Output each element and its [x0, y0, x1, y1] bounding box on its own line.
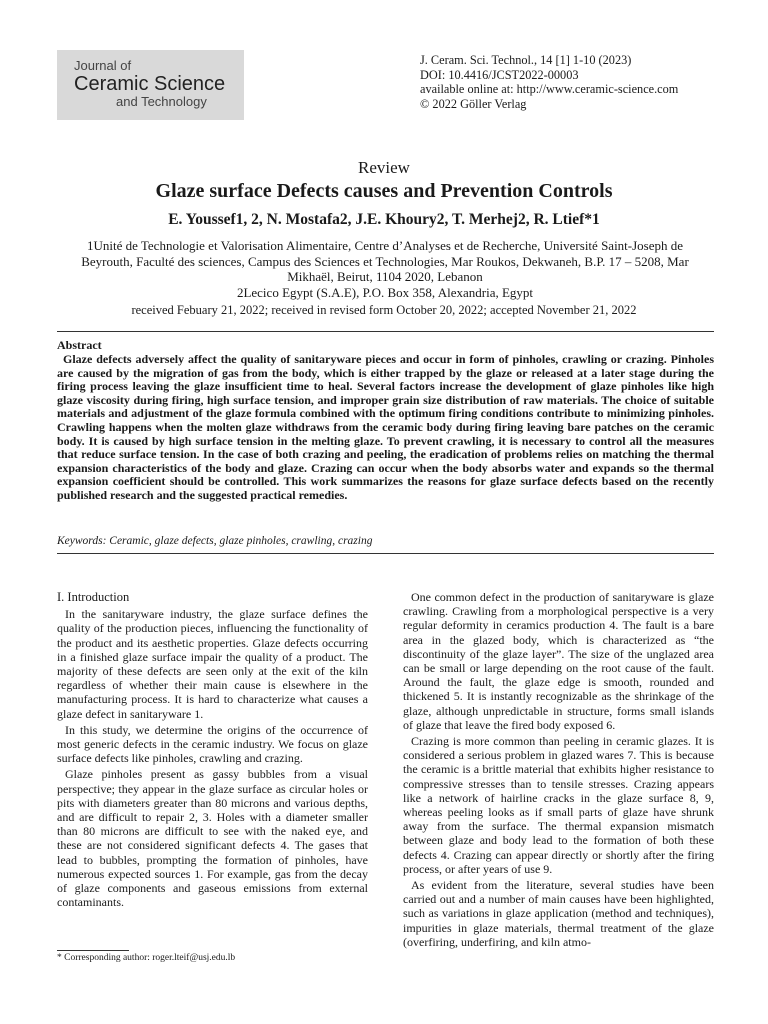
- right-column: [403, 590, 714, 951]
- copyright: © 2022 Göller Verlag: [420, 96, 527, 111]
- paragraph: As evident from the literature, several studies have been carried out and a number of main causes have been highlighted, such as variations in glaze application (method and techniques), impurities in glaze materials, thermal treatment of the glaze (overfiring, underfiring, and kiln atmo-: [403, 878, 714, 949]
- article-title: Glaze surface Defects causes and Prevention Controls: [155, 180, 613, 202]
- rule-top: [57, 331, 714, 332]
- footnote: * Corresponding author: roger.lteif@usj.edu.lb: [57, 953, 236, 963]
- paragraph: In this study, we determine the origins of the occurrence of most generic defects in the ceramic industry. We focus on glaze surface defects like pinholes, crawling and crazing.: [57, 722, 368, 766]
- logo-line-3: and Technology: [116, 94, 207, 109]
- authors: E. Youssef1, 2, N. Mostafa2, J.E. Khoury2, T. Merhej2, R. Ltief*1: [168, 211, 600, 228]
- paragraph: One common defect in the production of sanitaryware is glaze crawling. Crawling from a morphological perspective is a very regular deformity in ceramics production 4. The fault is a bare area in the glazed body, which is characterized as “the discontinuity of the glaze layer”. The size of the unglazed area can be small or large depending on the root cause of the fault. Around the fault, the glaze edge is smooth, rounded and thickened 5. It is instantly recognizable as the shrinkage of the glaze, although unpredictable in structure, forms small islands of glaze that leave the fired body exposed 6.: [403, 590, 714, 732]
- citation-block: [420, 53, 678, 111]
- rule-bottom: [57, 553, 714, 554]
- doi: DOI: 10.4416/JCST2022-00003: [420, 67, 579, 82]
- abstract-text: Glaze defects adversely affect the quality of sanitaryware pieces and occur in form of pinholes, crawling or crazing. Pinholes are caused by the migration of gas from the body, which is either trapped by the glaze or released at a later stage during the firing process leaving the glaze insufficient time to heal. Several factors increase the development of glaze pinholes like high glaze viscosity during firing, high surface tension, and improper grain size distribution of raw materials. The choice of suitable materials and adjustment of the glaze formula combined with the optimum firing conditions contribute to minimizing pinholes. Crawling happens when the molten glaze withdraws from the ceramic body during firing leaving bare patches on the ceramic body. It is caused by high surface tension in the melting glaze. To prevent crawling, it is necessary to control all the measures that reduce surface tension. In the case of both crazing and peeling, the eradication of problems relies on matching the thermal expansion characteristics of the body and glaze. Crazing can occur when the body absorbs water and expands so the thermal expansion coefficient should be controlled. This work summarizes the reasons for glaze surface defects based on the recently published research and the suggested practical remedies.: [57, 352, 714, 502]
- online-link: available online at: http://www.ceramic-science.com: [420, 82, 679, 96]
- affiliations: [60, 238, 710, 300]
- affiliation-1: 1Unité de Technologie et Valorisation Alimentaire, Centre d’Analyses et de Recherche, Université Saint-Joseph de Beyrouth, Faculté des sciences, Campus des Sciences et Technologies, Mar Roukos, Dekwaneh, B.P. 17 – 5208, Mar Mikhaël, Beirut, 1104 2020, Lebanon: [81, 238, 689, 284]
- received-dates: received Febuary 21, 2022; received in revised form October 20, 2022; accepted November 21, 2022: [131, 303, 637, 317]
- keywords: Keywords: Ceramic, glaze defects, glaze pinholes, crawling, crazing: [57, 535, 373, 547]
- citation: J. Ceram. Sci. Technol., 14 [1] 1-10 (2023): [420, 53, 632, 67]
- logo-line-1: Journal of: [74, 58, 132, 73]
- abstract-heading: Abstract: [57, 338, 102, 352]
- footnote-rule: [57, 950, 129, 951]
- affiliation-2: 2Lecico Egypt (S.A.E), P.O. Box 358, Alexandria, Egypt: [236, 284, 534, 300]
- article-type: Review: [358, 158, 410, 177]
- paragraph: Glaze pinholes present as gassy bubbles from a visual perspective; they appear in the glaze surface as circular holes or pits with diameters greater than 80 microns and various depths, and are difficult to repair 2, 3. Holes with a diameter smaller than 80 microns are difficult to see with the naked eye, and these are not considered significant defects 4. The gases that lead to bubbles, prompting the formation of pinholes, have numerous expected sources 1. For example, gas from the decay of glaze components and gaseous emissions from external contaminants.: [57, 767, 368, 910]
- paragraph: In the sanitaryware industry, the glaze surface defines the quality of the production pieces, influencing the functionality of the product and its aesthetic properties. Glaze defects occurring in a finished glaze surface impair the quality of a product. The majority of these defects are seen only at the exit of the kiln regardless of whether their main cause is elsewhere in the manufacturing process. It is hard to characterize what causes a glaze defect in sanitaryware 1.: [57, 607, 368, 721]
- left-column: [57, 590, 368, 911]
- section-heading: I. Introduction: [57, 590, 130, 604]
- logo-line-2: Ceramic Science: [74, 73, 226, 95]
- paragraph: Crazing is more common than peeling in ceramic glazes. It is considered a serious problem in glazed wares 7. This is because the ceramic is a brittle material that exhibits higher resistance to compressive stresses than to tensile stresses. Crazing appears like a network of hairline cracks in the glaze surface 8, 9, whereas peeling looks as if small parts of glaze have shrunk away from the surface. The thermal expansion mismatch between glaze and body lead to the formation of both these defects 4. Crazing can appear directly or shortly after the firing process, or after years of use 9.: [403, 734, 714, 876]
- journal-logo: [57, 50, 244, 120]
